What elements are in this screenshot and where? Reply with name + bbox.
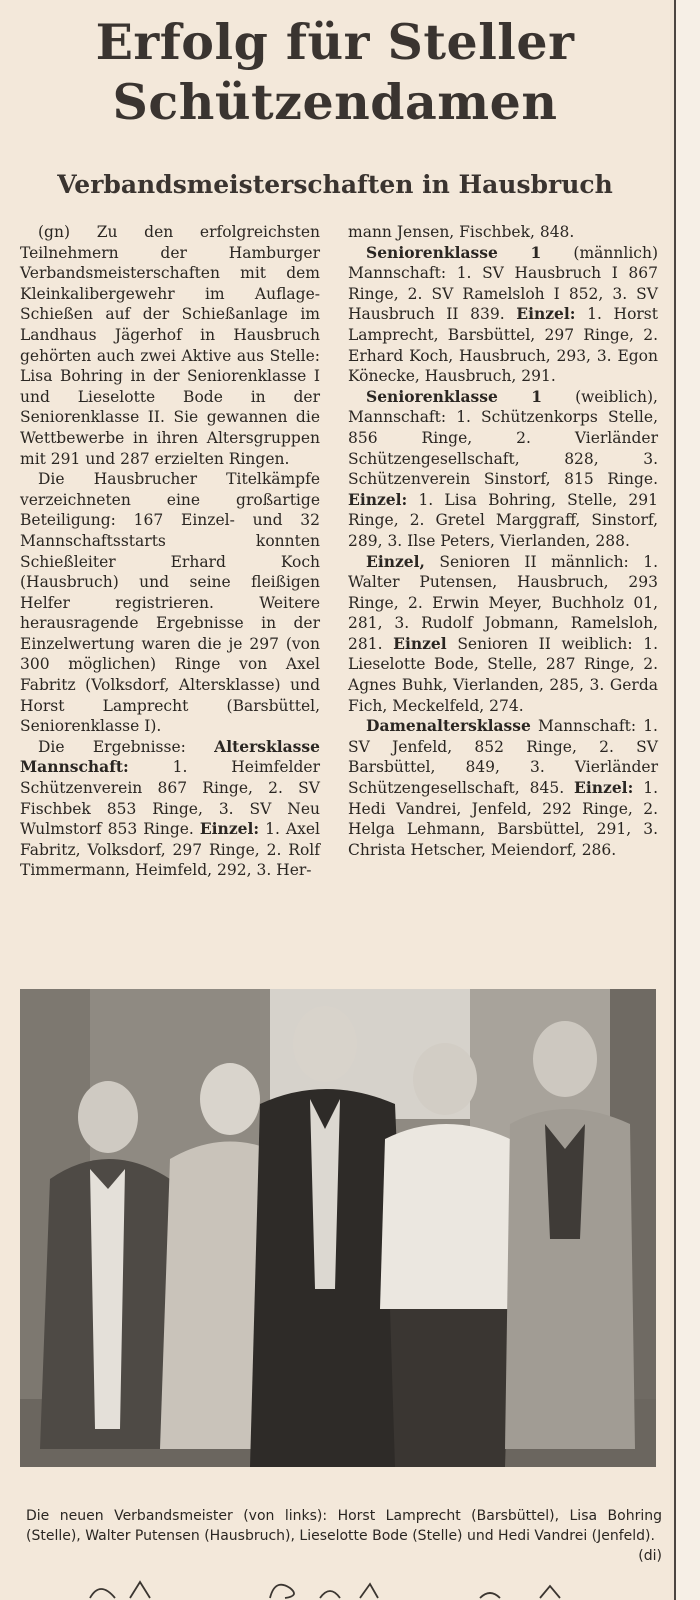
right-column <box>348 222 658 860</box>
paragraph: mann Jensen, Fischbek, 848. <box>348 223 575 241</box>
category-heading: Seniorenklasse 1 <box>366 386 543 406</box>
left-column <box>20 222 320 881</box>
handwritten-note-fragment <box>60 1578 620 1600</box>
category-heading: Altersklasse Mannschaft: <box>20 736 320 777</box>
results-intro: Die Ergebnisse: <box>38 737 215 756</box>
results-text: 1. Horst Lamprecht, Barsbüttel, 297 Ringe, 2. Erhard Koch, Hausbruch, 293, 3. Egon Könecke, Hausbruch, 291. <box>348 305 658 386</box>
results-text: Mannschaft: 1. SV Jenfeld, 852 Ringe, 2. SV Barsbüttel, 849, 3. Vierländer Schützengesellschaft, 845. <box>348 717 658 798</box>
headline <box>20 12 650 132</box>
category-heading: Einzel: <box>348 489 408 509</box>
results-text: 1. Lisa Bohring, Stelle, 291 Ringe, 2. Gretel Marggraff, Sinstorf, 289, 3. Ilse Peters, Vierlanden, 288. <box>348 490 658 550</box>
subtitle: Verbandsmeisterschaften in Hausbruch <box>57 170 613 199</box>
category-heading: Damenaltersklasse <box>366 716 531 736</box>
category-heading: Seniorenklasse 1 <box>366 242 542 262</box>
category-heading: Einzel <box>393 633 447 653</box>
headline-line-2: Schützendamen <box>112 73 558 131</box>
results-text: (weiblich), Mannschaft: 1. Schützenkorps Stelle, 856 Ringe, 2. Vierländer Schützengesellschaft, 828, 3. Schützenverein Sinstorf, 815 Ringe. <box>348 387 658 489</box>
results-text: Senioren II männlich: 1. Walter Putensen, Hausbruch, 293 Ringe, 2. Erwin Meyer, Buchholz 01, 281, 3. Rudolf Jobmann, Ramelsloh, 281. <box>348 552 658 653</box>
paragraph <box>348 716 658 860</box>
results-text: Senioren II weiblich: 1. Lieselotte Bode, Stelle, 287 Ringe, 2. Agnes Buhk, Vierlanden, 285, 3. Gerda Fich, Meckelfeld, 274. <box>348 634 658 715</box>
results-text: 1. Axel Fabritz, Volksdorf, 297 Ringe, 2. Rolf Timmermann, Heimfeld, 292, 3. Her- <box>20 820 320 880</box>
category-heading: Einzel: <box>574 778 634 798</box>
category-heading: Einzel: <box>199 819 260 839</box>
paragraph: Die Hausbrucher Titelkämpfe verzeichneten eine großartige Beteiligung: 167 Einzel- und 32 Mannschaftsstarts konnten Schießleiter Erhard Koch (Hausbruch) und seine fleißigen Helfer registrieren. Weitere herausragende Ergebnisse in der Einzelwertung waren die je 297 (von 300 möglichen) Ringe von Axel Fabritz (Volksdorf, Altersklasse) und Horst Lamprecht (Barsbüttel, Seniorenklasse I). <box>20 470 320 736</box>
results-text: 1. Heimfelder Schützenverein 867 Ringe, 2. SV Fischbek 853 Ringe, 3. SV Neu Wulmstorf 853 Ringe. <box>20 758 320 839</box>
paragraph <box>348 552 658 717</box>
group-photo <box>20 989 656 1467</box>
paragraph: (gn) Zu den erfolgreichsten Teilnehmern der Hamburger Verbandsmeisterschaften mit dem Kleinkalibergewehr im Auflage-Schießen auf der Schießanlage im Landhaus Jägerhof in Hausbruch gehörten auch zwei Aktive aus Stelle: Lisa Bohring in der Seniorenklasse I und Lieselotte Bode in der Seniorenklasse II. Sie gewannen die Wettbewerbe in ihren Altersgruppen mit 291 und 287 erzielten Ringen. <box>20 223 320 468</box>
photo-caption <box>26 1506 662 1566</box>
results-text: 1. Hedi Vandrei, Jenfeld, 292 Ringe, 2. Helga Lehmann, Barsbüttel, 291, 3. Christa Hetscher, Meiendorf, 286. <box>348 779 658 859</box>
group-photo-illustration <box>20 989 656 1467</box>
category-heading: Einzel: <box>516 304 576 324</box>
paragraph <box>20 737 320 881</box>
paragraph <box>348 387 658 552</box>
caption-text: Die neuen Verbandsmeister (von links): Horst Lamprecht (Barsbüttel), Lisa Bohring (Stelle), Walter Putensen (Hausbruch), Lieselotte Bode (Stelle) und Hedi Vandrei (Jenfeld). <box>26 1508 662 1544</box>
photo-credit: (di) <box>638 1548 662 1564</box>
paragraph <box>348 243 658 387</box>
page-margin <box>676 0 700 1600</box>
results-text: (männlich) Mannschaft: 1. SV Hausbruch I 867 Ringe, 2. SV Ramelsloh I 852, 3. SV Hausbruch II 839. <box>348 243 658 324</box>
category-heading: Einzel, <box>366 551 425 571</box>
headline-line-1: Erfolg für Steller <box>95 13 575 71</box>
